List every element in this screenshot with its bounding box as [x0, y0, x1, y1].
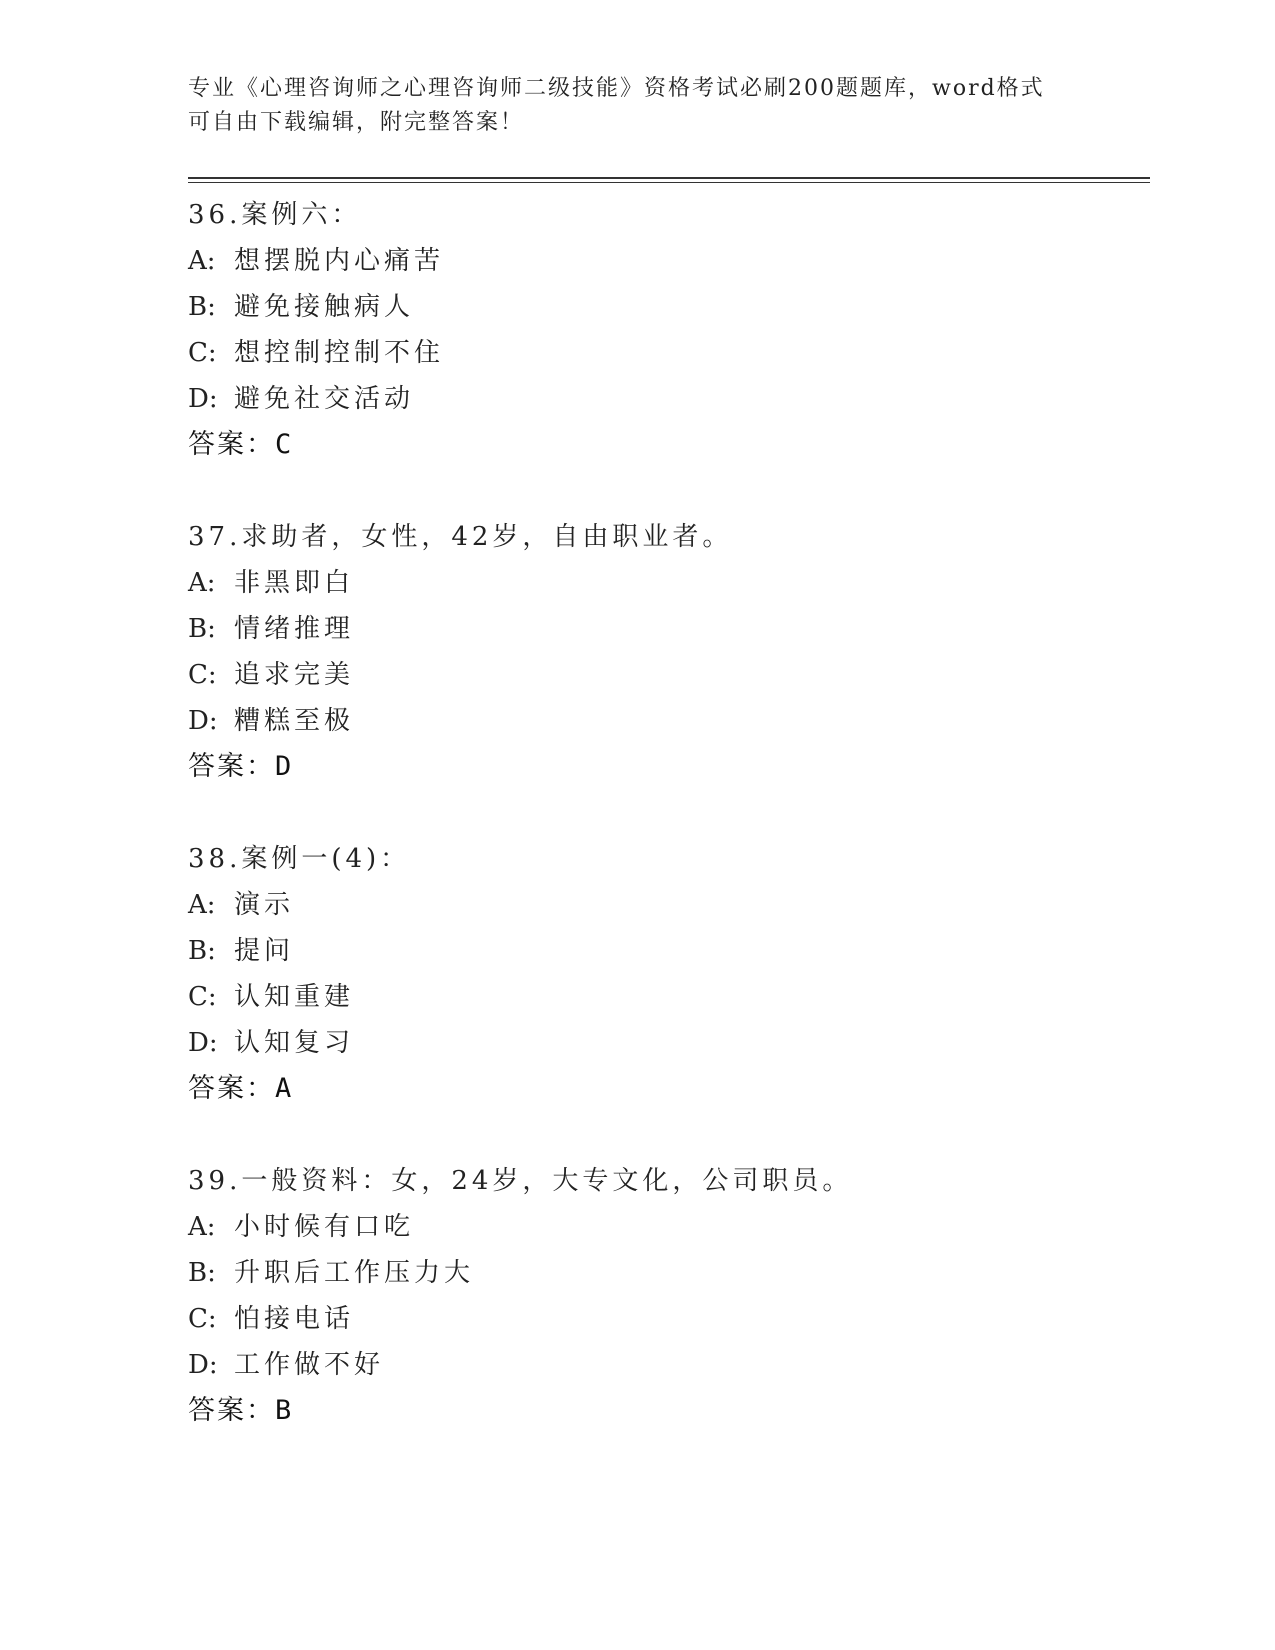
answer-value: D	[275, 751, 292, 782]
option-text: 想控制控制不住	[234, 338, 445, 368]
option-c	[188, 652, 1088, 698]
option-letter: C:	[188, 660, 217, 690]
option-letter: A:	[188, 890, 216, 920]
option-d	[188, 1020, 1088, 1066]
option-text: 提问	[234, 936, 295, 966]
option-letter: D:	[188, 706, 218, 736]
option-letter: A:	[188, 568, 216, 598]
option-text: 工作做不好	[234, 1350, 385, 1380]
option-text: 认知复习	[234, 1028, 355, 1058]
option-text: 非黑即白	[234, 568, 355, 598]
answer-label: 答案：	[188, 751, 275, 782]
option-text: 情绪推理	[234, 614, 355, 644]
answer-line	[188, 1388, 1088, 1434]
option-letter: B:	[188, 936, 216, 966]
answer-line	[188, 1066, 1088, 1112]
option-letter: C:	[188, 982, 217, 1012]
question-title: 36.案例六：	[188, 200, 362, 230]
option-d	[188, 1342, 1088, 1388]
option-letter: D:	[188, 384, 218, 414]
option-letter: C:	[188, 338, 217, 368]
question-item	[188, 836, 1088, 1112]
option-text: 避免接触病人	[234, 292, 415, 322]
document-header	[188, 72, 1068, 140]
option-b	[188, 928, 1088, 974]
option-text: 糟糕至极	[234, 706, 355, 736]
header-divider-thick	[188, 177, 1150, 179]
option-letter: D:	[188, 1350, 218, 1380]
option-letter: B:	[188, 614, 216, 644]
option-letter: B:	[188, 1258, 216, 1288]
header-line-2: 可自由下载编辑，附完整答案！	[188, 110, 525, 135]
option-c	[188, 974, 1088, 1020]
option-letter: C:	[188, 1304, 217, 1334]
answer-label: 答案：	[188, 1073, 275, 1104]
answer-line	[188, 422, 1088, 468]
option-c	[188, 1296, 1088, 1342]
option-text: 升职后工作压力大	[234, 1258, 475, 1288]
option-a	[188, 882, 1088, 928]
header-divider-thin	[188, 182, 1150, 183]
option-c	[188, 330, 1088, 376]
answer-value: B	[275, 1395, 292, 1426]
answer-value: A	[275, 1073, 292, 1104]
question-item	[188, 192, 1088, 468]
option-text: 避免社交活动	[234, 384, 415, 414]
option-d	[188, 376, 1088, 422]
option-text: 怕接电话	[234, 1304, 355, 1334]
option-text: 演示	[234, 890, 295, 920]
option-b	[188, 284, 1088, 330]
option-text: 认知重建	[234, 982, 355, 1012]
option-letter: D:	[188, 1028, 218, 1058]
option-b	[188, 606, 1088, 652]
option-b	[188, 1250, 1088, 1296]
option-text: 小时候有口吃	[234, 1212, 415, 1242]
option-text: 追求完美	[234, 660, 355, 690]
question-item	[188, 1158, 1088, 1434]
question-title: 37.求助者，女性，42岁，自由职业者。	[188, 522, 733, 552]
question-list	[188, 192, 1088, 1434]
option-letter: A:	[188, 246, 216, 276]
option-letter: A:	[188, 1212, 216, 1242]
answer-label: 答案：	[188, 1395, 275, 1426]
option-a	[188, 560, 1088, 606]
question-title: 39.一般资料：女，24岁，大专文化，公司职员。	[188, 1166, 853, 1196]
option-text: 想摆脱内心痛苦	[234, 246, 445, 276]
answer-line	[188, 744, 1088, 790]
option-d	[188, 698, 1088, 744]
question-title: 38.案例一(4)：	[188, 844, 411, 874]
answer-value: C	[275, 429, 292, 460]
answer-label: 答案：	[188, 429, 275, 460]
header-line-1: 专业《心理咨询师之心理咨询师二级技能》资格考试必刷200题题库，word格式	[188, 76, 1045, 101]
option-letter: B:	[188, 292, 216, 322]
question-item	[188, 514, 1088, 790]
option-a	[188, 1204, 1088, 1250]
option-a	[188, 238, 1088, 284]
